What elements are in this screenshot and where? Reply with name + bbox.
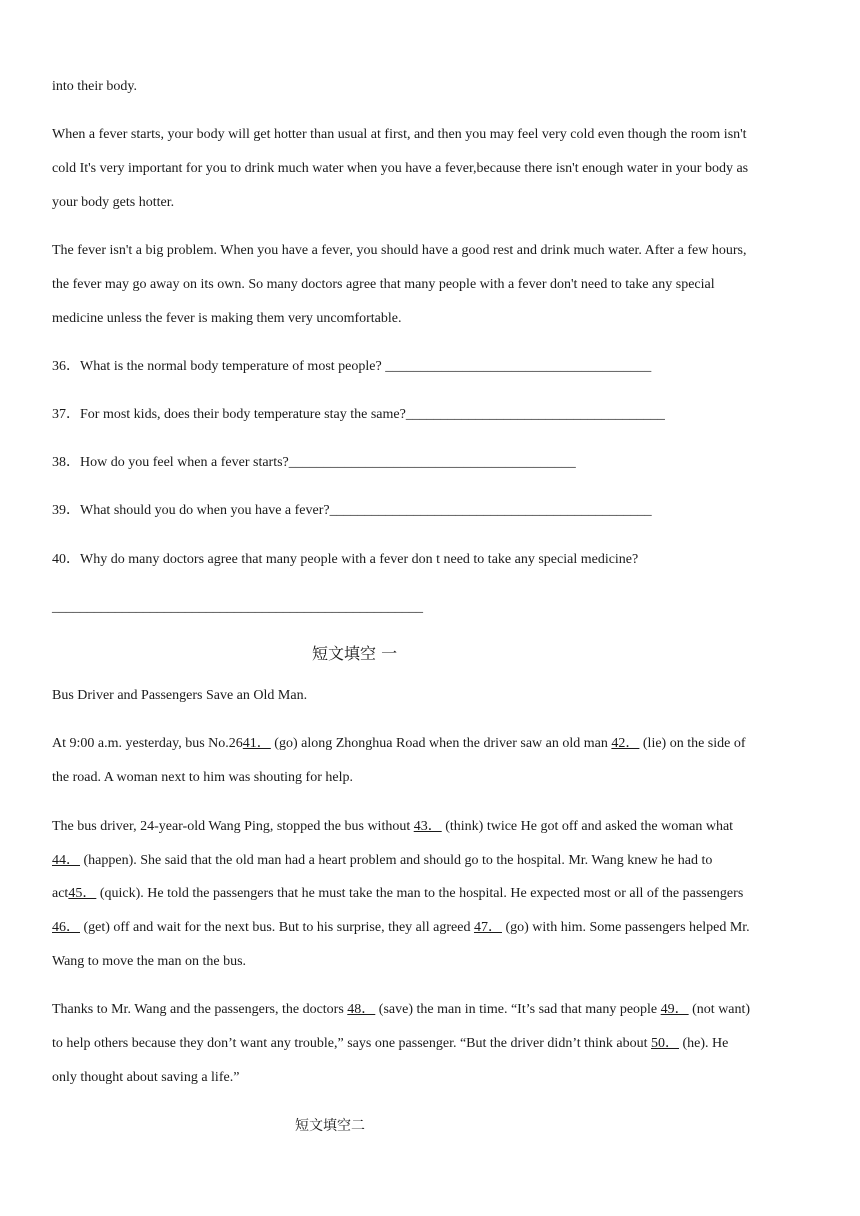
cloze-text: (go) with him. Some passengers helped Mr.: [501, 920, 750, 935]
blank-46[interactable]: 46．: [52, 920, 80, 935]
blank-45[interactable]: 45．: [68, 886, 97, 901]
question-number: 38．: [52, 455, 80, 470]
passage-line: The fever isn't a big problem. When you have a fever, you should have a good rest and drink much water. After a few hours,: [52, 243, 747, 258]
question-37: [52, 405, 665, 425]
cloze-text: The bus driver, 24-year-old Wang Ping, stopped the bus without: [52, 819, 414, 834]
passage-line: into their body.: [52, 79, 138, 94]
blank-44[interactable]: 44．: [52, 853, 80, 868]
passage-line: the fever may go away on its own. So many doctors agree that many people with a fever don't need to take any special: [52, 277, 715, 292]
passage-line: When a fever starts, your body will get hotter than usual at first, and then you may feel very cold even though the room isn't: [52, 127, 747, 142]
passage-line: your body gets hotter.: [52, 195, 175, 210]
cloze-line: [52, 851, 712, 871]
blank-47[interactable]: 47．: [473, 920, 502, 935]
cloze-text: (get) off and wait for the next bus. But to his surprise, they all agreed: [80, 920, 474, 935]
cloze-line: Wang to move the man on the bus.: [52, 954, 247, 969]
cloze-text: (go) along Zhonghua Road when the driver saw an old man: [270, 736, 612, 751]
section-heading: 短文填空二: [295, 1118, 365, 1134]
blank-48[interactable]: 48．: [347, 1002, 376, 1017]
question-40: [52, 550, 638, 570]
blank-41[interactable]: 41．: [242, 736, 271, 751]
cloze-text: At 9:00 a.m. yesterday, bus No.26: [52, 736, 243, 751]
cloze-line: the road. A woman next to him was shouting for help.: [52, 770, 353, 785]
question-number: 37．: [52, 407, 80, 422]
answer-blank[interactable]: ______________________________________: [385, 359, 652, 374]
cloze-line: only thought about saving a life.”: [52, 1070, 240, 1085]
cloze-text: act: [52, 886, 69, 901]
blank-43[interactable]: 43．: [413, 819, 442, 834]
cloze-text: Thanks to Mr. Wang and the passengers, the doctors: [52, 1002, 348, 1017]
passage-line: cold It's very important for you to drink much water when you have a fever,because there isn't enough water in your body as: [52, 161, 749, 176]
cloze-line: [52, 918, 750, 938]
answer-line-40[interactable]: _____________________________________________________: [52, 600, 423, 615]
blank-49[interactable]: 49．: [660, 1002, 689, 1017]
answer-blank[interactable]: _________________________________________: [288, 455, 576, 470]
answer-blank[interactable]: _____________________________________: [405, 407, 665, 422]
cloze-text: (quick). He told the passengers that he must take the man to the hospital. He expected most or all of the passengers: [96, 886, 744, 901]
question-text: How do you feel when a fever starts?: [80, 455, 289, 470]
blank-42[interactable]: 42．: [611, 736, 640, 751]
article-title: Bus Driver and Passengers Save an Old Man.: [52, 688, 308, 703]
question-number: 40．: [52, 552, 80, 567]
question-text: Why do many doctors agree that many people with a fever don t need to take any special medicine?: [80, 552, 639, 567]
cloze-text: (not want): [688, 1002, 751, 1017]
cloze-text: (happen). She said that the old man had a heart problem and should go to the hospital. Mr. Wang knew he had to: [80, 853, 713, 868]
cloze-text: (he). He: [679, 1036, 729, 1051]
cloze-text: to help others because they don’t want any trouble,” says one passenger. “But the driver didn’t think about: [52, 1036, 652, 1051]
question-text: What is the normal body temperature of most people?: [80, 359, 386, 374]
blank-50[interactable]: 50．: [651, 1036, 680, 1051]
question-36: [52, 357, 651, 377]
cloze-line: [52, 1034, 728, 1054]
passage-line: medicine unless the fever is making them very uncomfortable.: [52, 311, 402, 326]
cloze-line: [52, 1000, 750, 1020]
cloze-text: (save) the man in time. “It’s sad that many people: [375, 1002, 661, 1017]
question-39: [52, 501, 652, 521]
question-number: 39．: [52, 503, 80, 518]
question-38: [52, 453, 576, 473]
cloze-line: [52, 884, 743, 904]
section-heading: 短文填空 一: [312, 644, 398, 663]
cloze-line: [52, 734, 746, 754]
cloze-line: [52, 817, 733, 837]
question-number: 36．: [52, 359, 80, 374]
cloze-text: (lie) on the side of: [639, 736, 746, 751]
question-text: What should you do when you have a fever?: [80, 503, 330, 518]
cloze-text: (think) twice He got off and asked the woman what: [441, 819, 734, 834]
answer-blank[interactable]: ______________________________________________: [329, 503, 652, 518]
question-text: For most kids, does their body temperature stay the same?: [80, 407, 406, 422]
